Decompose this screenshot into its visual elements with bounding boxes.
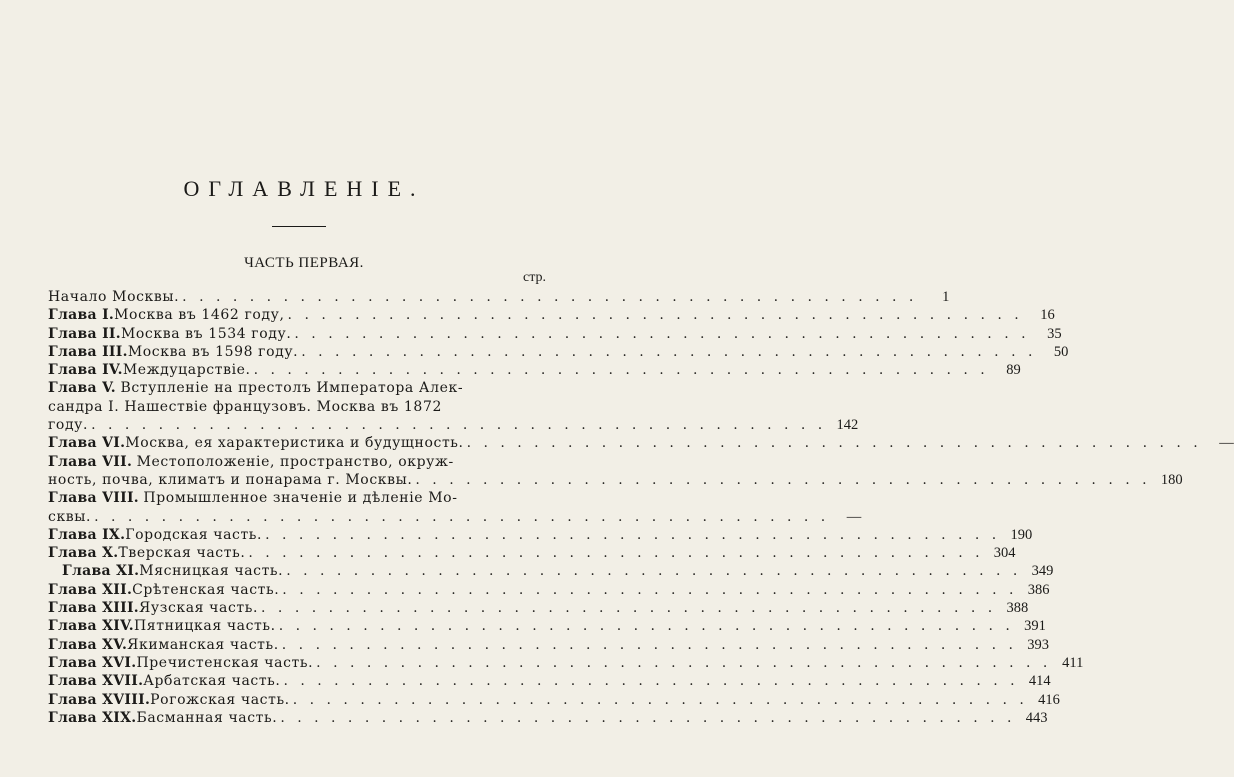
page-number: 142 xyxy=(836,417,859,434)
page-number: 89 xyxy=(1006,362,1021,379)
dot-leader: . . . . . . . . . . . . . . . . . . . . . . . . . . . . . . . . . . . . . . . . . . . . xyxy=(282,581,1018,598)
chapter-title: Местоположеніе, пространство, окруж- xyxy=(136,453,454,470)
chapter-label: Глава X. xyxy=(48,545,119,562)
dot-leader: . . . . . . . . . . . . . . . . . . . . . . . . . . . . . . . . . . . . . . . . . . . . xyxy=(283,673,1019,690)
chapter-label: Глава XVIII. xyxy=(48,691,151,708)
page-number: 35 xyxy=(1047,325,1062,342)
toc-entry xyxy=(48,325,1062,343)
toc-entry xyxy=(48,562,1054,580)
chapter-title: Пятницкая часть. xyxy=(133,618,276,635)
chapter-title: Москва въ 1598 году. xyxy=(127,343,299,360)
chapter-label: Глава II. xyxy=(48,325,121,342)
chapter-title: Якиманская часть. xyxy=(127,636,279,653)
chapter-label: Глава XIII. xyxy=(48,600,139,617)
toc-entry xyxy=(48,654,1084,672)
toc-entry xyxy=(48,544,1016,562)
chapter-title: Москва въ 1462 году, xyxy=(114,307,285,324)
toc-entry xyxy=(48,672,1051,690)
chapter-label: Глава VIII. xyxy=(48,490,139,507)
table-of-contents xyxy=(48,288,1234,727)
chapter-title: Начало Москвы. xyxy=(48,289,180,305)
chapter-title: Промышленное значеніе и дѣленіе Мо- xyxy=(143,490,458,507)
chapter-label: Глава I. xyxy=(48,307,115,324)
chapter-title: Пречистенская часть. xyxy=(136,654,314,671)
chapter-label: Глава XII. xyxy=(48,581,133,598)
dot-leader: . . . . . . . . . . . . . . . . . . . . . . . . . . . . . . . . . . . . . . . . . . . . xyxy=(466,435,1202,452)
toc-entry xyxy=(48,581,1050,599)
toc-entry xyxy=(48,617,1046,635)
toc-entry xyxy=(48,691,1060,709)
dot-leader: . . . . . . . . . . . . . . . . . . . . . . . . . . . . . . . . . . . . . . . . . . . . xyxy=(94,508,830,525)
dot-leader: . . . . . . . . . . . . . . . . . . . . . . . . . . . . . . . . . . . . . . . . . . . . xyxy=(253,362,989,379)
page-number: 190 xyxy=(1010,526,1033,543)
page-number: 411 xyxy=(1062,654,1084,671)
toc-entry xyxy=(48,489,862,526)
chapter-title: Городская часть. xyxy=(125,526,263,543)
page-number: 349 xyxy=(1031,563,1054,580)
chapter-label: Глава XV. xyxy=(48,636,128,653)
dot-leader: . . . . . . . . . . . . . . . . . . . . . . . . . . . . . . . . . . . . . . . . . . . . xyxy=(265,526,1001,543)
chapter-title: Междуцарствіе. xyxy=(122,362,251,379)
dot-leader: . . . . . . . . . . . . . . . . . . . . . . . . . . . . . . . . . . . . . . . . . . . . xyxy=(261,600,997,617)
toc-entry xyxy=(48,526,1033,544)
page-number: 16 xyxy=(1040,307,1055,324)
chapter-label: Глава IX. xyxy=(48,526,126,543)
dot-leader: . . . . . . . . . . . . . . . . . . . . . . . . . . . . . . . . . . . . . . . . . . . . xyxy=(278,618,1014,635)
page-number: — xyxy=(1219,435,1234,452)
page-number: 393 xyxy=(1027,636,1049,653)
page-number: 1 xyxy=(942,289,950,305)
chapter-title: Яузская часть. xyxy=(138,600,259,617)
page-number: 391 xyxy=(1024,618,1046,635)
toc-entry xyxy=(48,306,1055,324)
dot-leader: . . . . . . . . . . . . . . . . . . . . . . . . . . . . . . . . . . . . . . . . . . . . xyxy=(294,325,1030,342)
chapter-label: Глава XVI. xyxy=(48,654,137,671)
part-heading: ЧАСТЬ ПЕРВАЯ. xyxy=(244,255,364,271)
dot-leader: . . . . . . . . . . . . . . . . . . . . . . . . . . . . . . . . . . . . . . . . . . . . xyxy=(301,343,1037,360)
toc-entry xyxy=(48,453,1183,490)
chapter-title: Басманная часть. xyxy=(136,709,278,726)
contents-title: ОГЛАВЛЕНІЕ. xyxy=(183,176,425,201)
chapter-label: Глава III. xyxy=(48,343,128,360)
chapter-title: Срѣтенская часть. xyxy=(132,581,280,598)
page-number: 414 xyxy=(1028,673,1051,690)
page-number: 388 xyxy=(1006,600,1029,617)
chapter-label: Глава XIV. xyxy=(48,618,134,635)
chapter-title-continuation: сквы. xyxy=(48,508,92,525)
page-number: 416 xyxy=(1038,691,1060,708)
chapter-label: Глава IV. xyxy=(48,362,123,379)
page-number: 50 xyxy=(1053,343,1069,360)
page-number: 386 xyxy=(1027,581,1050,598)
dot-leader: . . . . . . . . . . . . . . . . . . . . . . . . . . . . . . . . . . . . . . . . . . . . xyxy=(286,563,1022,580)
page-number: 304 xyxy=(993,545,1016,562)
chapter-title-continuation: сандра I. Нашествіе французовъ. Москва въ 1872 xyxy=(48,398,442,415)
page-number: 443 xyxy=(1025,709,1048,726)
chapter-label: Глава XI. xyxy=(62,563,140,580)
dot-leader: . . . . . . . . . . . . . . . . . . . . . . . . . . . . . . . . . . . . . . . . . . . . xyxy=(287,307,1023,324)
toc-entry xyxy=(48,288,950,306)
dot-leader: . . . . . . . . . . . . . . . . . . . . . . . . . . . . . . . . . . . . . . . . . . . . xyxy=(91,417,827,434)
toc-entry xyxy=(48,709,1048,727)
toc-entry xyxy=(48,636,1049,654)
chapter-label: Глава VI. xyxy=(48,435,126,452)
dot-leader: . . . . . . . . . . . . . . . . . . . . . . . . . . . . . . . . . . . . . . . . . . . . xyxy=(316,654,1052,671)
toc-entry xyxy=(48,343,1069,361)
chapter-label: Глава VII. xyxy=(48,453,133,470)
chapter-title: Вступленіе на престолъ Императора Алек- xyxy=(120,380,464,397)
dot-leader: . . . . . . . . . . . . . . . . . . . . . . . . . . . . . . . . . . . . . . . . . . . . xyxy=(248,545,984,562)
dot-leader: . . . . . . . . . . . . . . . . . . . . . . . . . . . . . . . . . . . . . . . . . . . . xyxy=(292,691,1028,708)
chapter-title: Москва, ея характеристика и будущность. xyxy=(125,435,464,452)
page-column-header: стр. xyxy=(522,270,546,285)
chapter-label: Глава XVII. xyxy=(48,673,144,690)
dot-leader: . . . . . . . . . . . . . . . . . . . . . . . . . . . . . . . . . . . . . . . . . . . . xyxy=(415,471,1151,488)
chapter-label: Глава V. xyxy=(48,380,116,397)
chapter-title: Мясницкая часть. xyxy=(139,563,284,580)
page-number: — xyxy=(846,508,862,525)
dot-leader: . . . . . . . . . . . . . . . . . . . . . . . . . . . . . . . . . . . . . . . . . . . . xyxy=(182,289,918,305)
chapter-title: Москва въ 1534 году. xyxy=(120,325,292,342)
chapter-title-continuation: ность, почва, климатъ и понарама г. Москвы. xyxy=(48,471,413,488)
toc-entry xyxy=(48,599,1029,617)
dot-leader: . . . . . . . . . . . . . . . . . . . . . . . . . . . . . . . . . . . . . . . . . . . . xyxy=(281,636,1017,653)
toc-entry xyxy=(48,434,1234,452)
title-rule xyxy=(272,226,326,227)
chapter-title: Арбатская часть. xyxy=(143,673,281,690)
chapter-title: Тверская часть. xyxy=(118,545,246,562)
dot-leader: . . . . . . . . . . . . . . . . . . . . . . . . . . . . . . . . . . . . . . . . . . . . xyxy=(280,709,1016,726)
toc-entry xyxy=(48,361,1021,379)
chapter-label: Глава XIX. xyxy=(48,709,137,726)
toc-entry xyxy=(48,379,859,434)
page-number: 180 xyxy=(1160,471,1183,488)
chapter-title-continuation: году. xyxy=(48,417,89,434)
chapter-title: Рогожская часть. xyxy=(150,691,290,708)
